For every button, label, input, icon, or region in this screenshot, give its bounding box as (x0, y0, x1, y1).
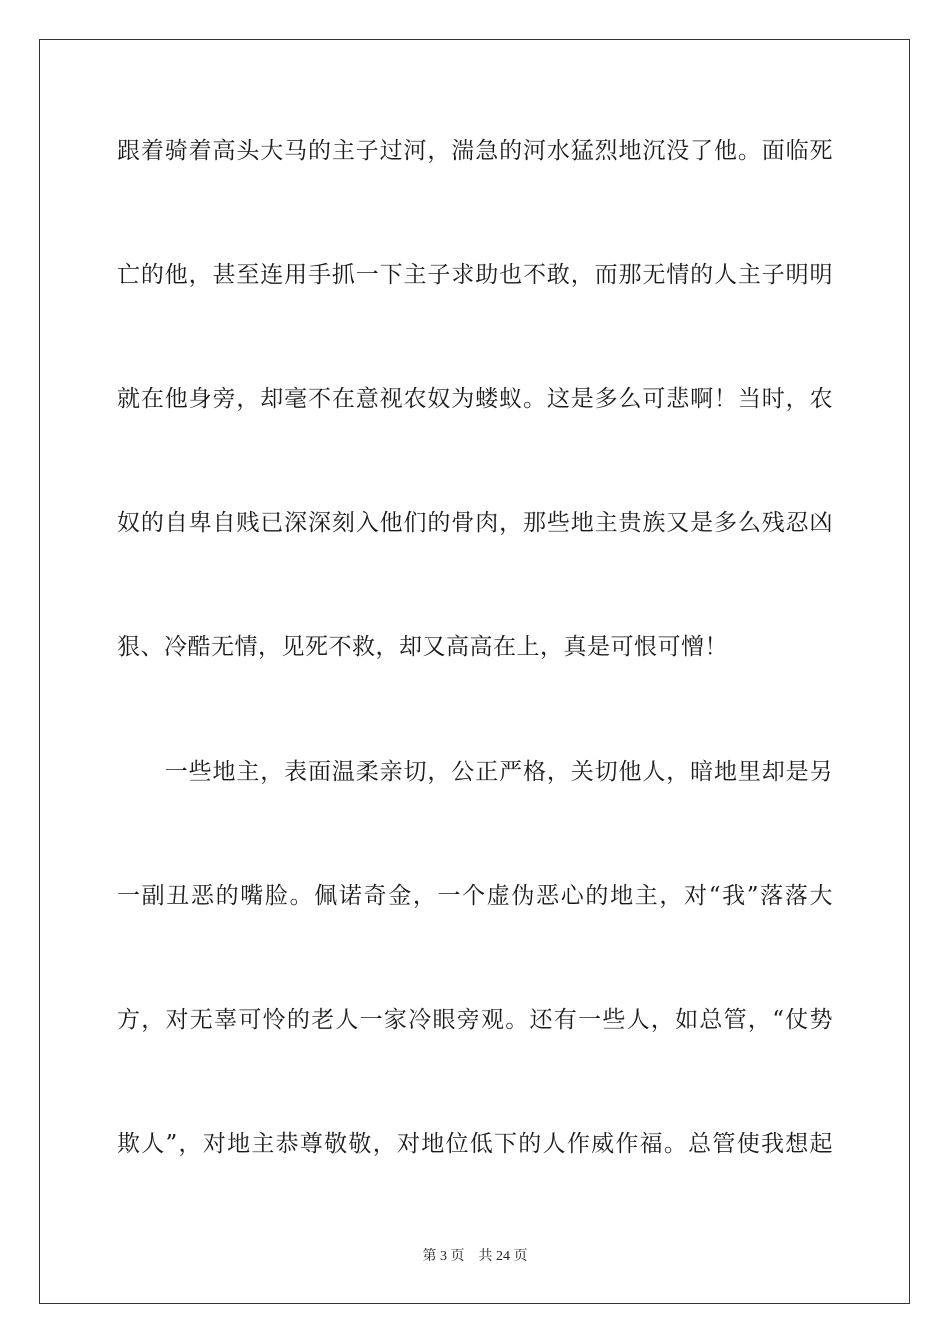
page-number: 第 3 页 (422, 1249, 465, 1264)
text-line-1: 跟着骑着高头大马的主子过河，湍急的河水猛烈地沉没了他。面临死 (117, 138, 833, 164)
text-line-6: 一些地主，表面温柔亲切，公正严格，关切他人，暗地里却是另 (117, 759, 833, 785)
text-line-7: 一副丑恶的嘴脸。佩诺奇金，一个虚伪恶心的地主，对“我”落落大 (117, 883, 833, 909)
text-line-3: 就在他身旁，却毫不在意视农奴为蝼蚁。这是多么可悲啊！当时，农 (117, 386, 833, 412)
text-line-4: 奴的自卑自贱已深深刻入他们的骨肉，那些地主贵族又是多么残忍凶 (117, 510, 833, 536)
page-border (39, 39, 910, 1304)
text-line-9: 欺人”，对地主恭尊敬敬，对地位低下的人作威作福。总管使我想起 (117, 1131, 833, 1157)
text-line-2: 亡的他，甚至连用手抓一下主子求助也不敢，而那无情的人主子明明 (117, 262, 833, 288)
text-line-8: 方，对无辜可怜的老人一家冷眼旁观。还有一些人，如总管，“仗势 (117, 1007, 833, 1033)
text-line-5: 狠、冷酷无情，见死不救，却又高高在上，真是可恨可憎！ (117, 634, 728, 660)
page-total: 共 24 页 (478, 1249, 528, 1264)
page-footer (0, 1248, 950, 1266)
